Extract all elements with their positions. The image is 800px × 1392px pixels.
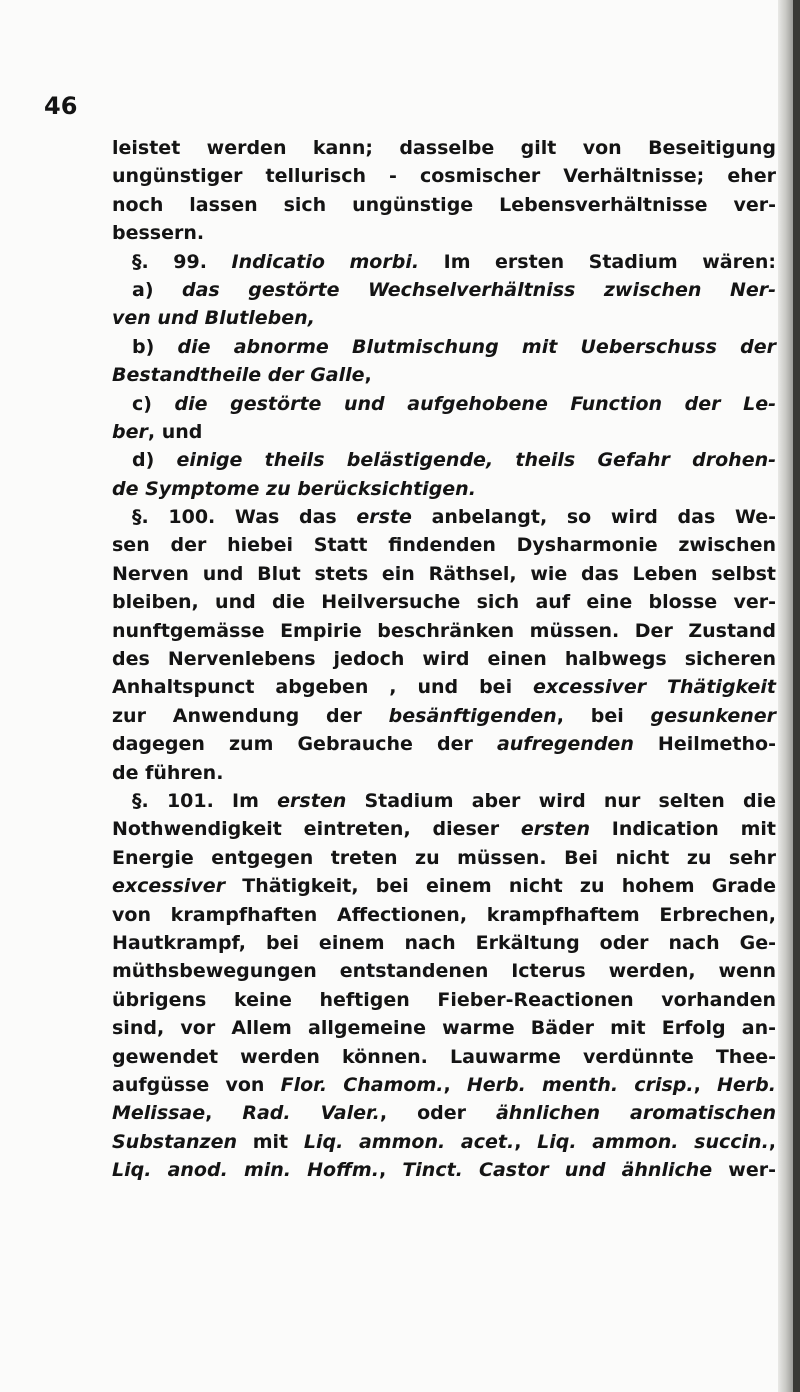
text-run: §. 100. Was das [132,506,357,529]
text-line [112,304,776,332]
italic-text: das gestörte Wechselverhältniss zwischen Ner- [182,278,776,301]
text-run: von krampfhaften Affectionen, krampfhaftem Erbrechen, [112,903,776,926]
text-run: dagegen zum Gebrauche der [112,733,497,756]
italic-text: Substanzen [112,1130,238,1153]
italic-text: die abnorme Blutmischung mit Ueberschuss der [177,335,776,358]
text-run: noch lassen sich ungünstige Lebensverhältnisse ver- [112,193,776,216]
text-line [112,730,776,758]
text-run: übrigens keine heftigen Fieber-Reactionen vorhanden [112,988,776,1011]
text-line [112,446,776,474]
italic-text: Herb. menth. crisp. [466,1073,694,1096]
text-run: §. 99. [132,250,232,273]
text-run: des Nervenlebens jedoch wird einen halbwegs sicheren [112,648,776,671]
text-run: Nothwendigkeit eintreten, dieser [112,818,521,841]
text-run: müthsbewegungen entstandenen Icterus werden, wenn [112,960,776,983]
text-run: , [514,1130,538,1153]
italic-text: ersten [277,789,347,812]
text-run: Thätigkeit, bei einem nicht zu hohem Grade [225,875,776,898]
text-run: gewendet werden können. Lauwarme verdünnte Thee- [112,1045,776,1068]
text-line [112,957,776,985]
italic-text: erste [356,506,412,529]
text-run: ungünstiger tellurisch - cosmischer Verhältnisse; eher [112,165,776,188]
italic-text: einige theils belästigende, theils Gefahr drohen- [176,449,776,472]
text-run: Energie entgegen treten zu müssen. Bei nicht zu sehr [112,846,776,869]
text-run: Hautkrampf, bei einem nach Erkältung oder nach Ge- [112,931,776,954]
text-line [112,759,776,787]
text-line [112,1014,776,1042]
text-line [112,617,776,645]
text-line [112,361,776,389]
italic-text: ersten [520,818,590,841]
text-run: Stadium aber wird nur selten die [346,789,776,812]
italic-text: Melissae [112,1102,206,1125]
text-run: bessern. [112,222,205,245]
text-line [112,191,776,219]
text-line [112,702,776,730]
italic-text: Liq. ammon. acet. [303,1130,515,1153]
text-line [112,588,776,616]
italic-text: Tinct. Castor und ähnliche [402,1159,713,1182]
text-run: sen der hiebei Statt findenden Dysharmonie zwischen [112,534,776,557]
text-line [112,901,776,929]
text-run: anbelangt, so wird das We- [411,506,776,529]
italic-text: ven und Blutleben, [112,307,315,330]
text-line [112,418,776,446]
text-line [112,844,776,872]
text-line [112,1043,776,1071]
text-line [112,872,776,900]
text-run: sind, vor Allem allgemeine warme Bäder mit Erfolg an- [112,1017,776,1040]
text-line [112,219,776,247]
italic-text: Flor. Chamom. [280,1073,444,1096]
text-run: b) [132,335,178,358]
text-run: mit [237,1130,304,1153]
text-run: , oder [379,1102,496,1125]
text-line [112,276,776,304]
text-run: , [364,364,372,387]
text-run: de führen. [112,761,224,784]
text-run: wer- [712,1159,776,1182]
text-run: aufgüsse von [112,1073,281,1096]
text-run: nunftgemässe Empirie beschränken müssen. Der Zustand [112,619,776,642]
text-line [112,162,776,190]
page-number: 46 [44,92,78,120]
text-run: , [205,1102,243,1125]
text-line [112,986,776,1014]
text-run: bleiben, und die Heilversuche sich auf eine blosse ver- [112,591,776,614]
italic-text: Herb. [717,1073,776,1096]
text-line [112,787,776,815]
text-run: zur Anwendung der [112,704,389,727]
italic-text: aufregenden [496,733,634,756]
text-run: a) [132,278,182,301]
text-line [112,815,776,843]
italic-text: Liq. ammon. succin. [537,1130,769,1153]
text-run: Nerven und Blut stets ein Räthsel, wie das Leben selbst [112,562,776,585]
text-run: Anhaltspunct abgeben , und bei [112,676,534,699]
text-run: leistet werden kann; dasselbe gilt von Beseitigung [112,137,776,159]
text-line [112,1071,776,1099]
italic-text: Bestandtheile der Galle [112,364,365,387]
italic-text: ber [112,420,148,443]
text-run: , und [147,420,203,443]
italic-text: excessiver Thätigkeit [533,676,776,699]
text-run: §. 101. Im [132,789,278,812]
italic-text: excessiver [112,875,226,898]
text-line [112,248,776,276]
text-line [112,390,776,418]
text-line [112,1128,776,1156]
text-run: c) [132,392,175,415]
text-line [112,929,776,957]
text-line [112,673,776,701]
body-text [112,134,776,1184]
text-line [112,1156,776,1184]
text-run: , [693,1073,718,1096]
binding-edge [793,0,800,1392]
text-line [112,503,776,531]
text-line [112,475,776,503]
italic-text: Liq. anod. min. Hoffm. [112,1159,379,1182]
text-line [112,531,776,559]
text-run: d) [132,449,177,472]
text-run: , [768,1130,777,1153]
text-line [112,134,776,162]
italic-text: de Symptome zu berücksichtigen. [112,477,476,500]
italic-text: die gestörte und aufgehobene Function der Le- [174,392,777,415]
text-run: Indication mit [589,818,776,841]
text-run: Heilmetho- [633,733,776,756]
text-line [112,560,776,588]
text-run: , [378,1159,403,1182]
text-run: Im ersten Stadium wären: [419,250,777,273]
italic-text: Rad. Valer. [242,1102,380,1125]
text-line [112,645,776,673]
italic-text: gesunkener [650,704,777,727]
text-run: , [443,1073,467,1096]
italic-text: besänftigenden [388,704,557,727]
text-line [112,1099,776,1127]
italic-text: Indicatio morbi. [231,250,420,273]
text-run: , bei [556,704,651,727]
italic-text: ähnlichen aromatischen [495,1102,777,1125]
text-line [112,333,776,361]
